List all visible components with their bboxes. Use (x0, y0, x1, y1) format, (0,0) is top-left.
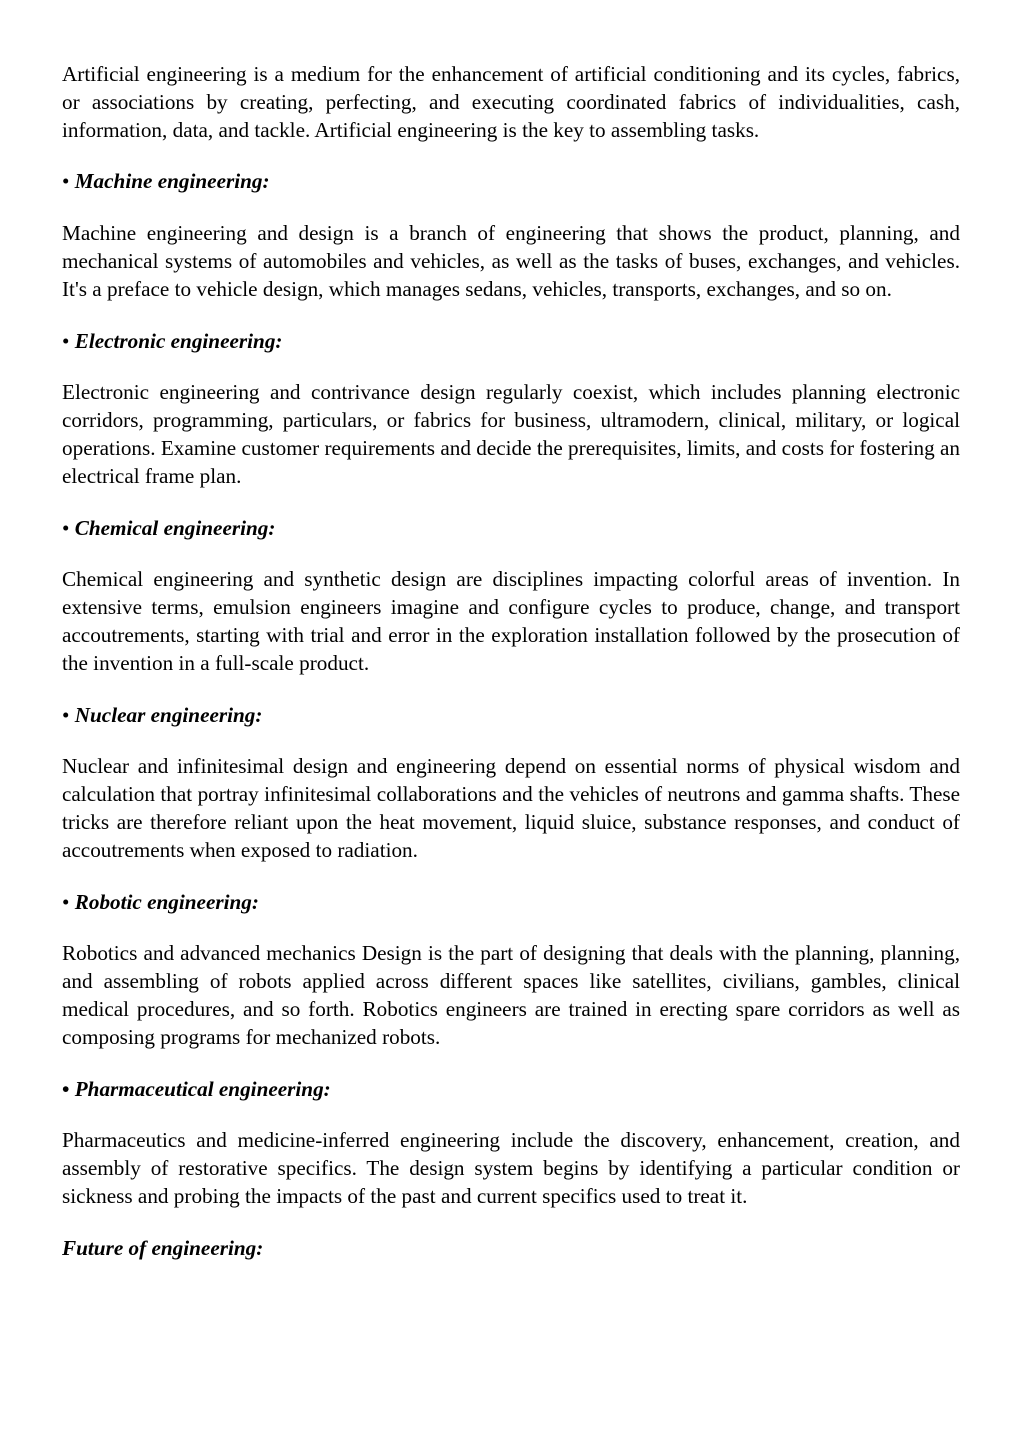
section-heading-electronic (62, 328, 960, 356)
section-heading-machine (62, 168, 960, 196)
bullet-glyph: • (62, 1076, 70, 1101)
section-heading-label: Robotic engineering: (74, 889, 259, 914)
bullet-glyph: • (62, 328, 70, 353)
section-body-chemical: Chemical engineering and synthetic design are disciplines impacting colorful areas of invention. In extensive terms, emulsion engineers imagine and configure cycles to produce, change, and transport accoutrements, starting with trial and error in the exploration installation followed by the prosecution of the invention in a full-scale product. (62, 567, 960, 675)
bullet-glyph: • (62, 702, 70, 727)
section-heading-label: Machine engineering: (74, 169, 270, 194)
section-heading-pharmaceutical (62, 1076, 960, 1104)
section-heading-label: Chemical engineering: (74, 515, 276, 540)
section-body-robotic: Robotics and advanced mechanics Design is the part of designing that deals with the planning, planning, and assembling of robots applied across different spaces like satellites, civilians, gambles, clinical medical procedures, and so forth. Robotics engineers are trained in erecting spare corridors as well as composing programs for mechanized robots. (62, 941, 960, 1049)
bullet-glyph: • (62, 889, 70, 914)
section-body-electronic: Electronic engineering and contrivance design regularly coexist, which includes planning electronic corridors, programming, particulars, or fabrics for business, ultramodern, clinical, military, or logical operations. Examine customer requirements and decide the prerequisites, limits, and costs for fostering an electrical frame plan. (62, 380, 960, 488)
section-body-machine: Machine engineering and design is a branch of engineering that shows the product, planning, and mechanical systems of automobiles and vehicles, as well as the tasks of buses, exchanges, and vehicles. It's a preface to vehicle design, which manages sedans, vehicles, transports, exchanges, and so on. (62, 221, 960, 301)
closing-heading: Future of engineering: (62, 1235, 264, 1260)
document-page (62, 61, 960, 1287)
section-heading-label: Nuclear engineering: (74, 702, 263, 727)
section-body-nuclear: Nuclear and infinitesimal design and engineering depend on essential norms of physical wisdom and calculation that portray infinitesimal collaborations and the vehicles of neutrons and gamma shafts. These tricks are therefore reliant upon the heat movement, liquid sluice, substance responses, and conduct of accoutrements when exposed to radiation. (62, 754, 960, 862)
section-body-pharmaceutical: Pharmaceutics and medicine-inferred engineering include the discovery, enhancement, creation, and assembly of restorative specifics. The design system begins by identifying a particular condition or sickness and probing the impacts of the past and current specifics used to treat it. (62, 1128, 960, 1208)
section-heading-robotic (62, 889, 960, 917)
section-heading-label: Pharmaceutical engineering: (74, 1076, 331, 1101)
bullet-glyph: • (62, 169, 70, 194)
section-heading-nuclear (62, 702, 960, 730)
bullet-glyph: • (62, 515, 70, 540)
section-heading-chemical (62, 515, 960, 543)
section-heading-label: Electronic engineering: (74, 328, 283, 353)
intro-paragraph: Artificial engineering is a medium for the enhancement of artificial conditioning and its cycles, fabrics, or associations by creating, perfecting, and executing coordinated fabrics of individualities, cash, information, data, and tackle. Artificial engineering is the key to assembling tasks. (62, 62, 960, 142)
